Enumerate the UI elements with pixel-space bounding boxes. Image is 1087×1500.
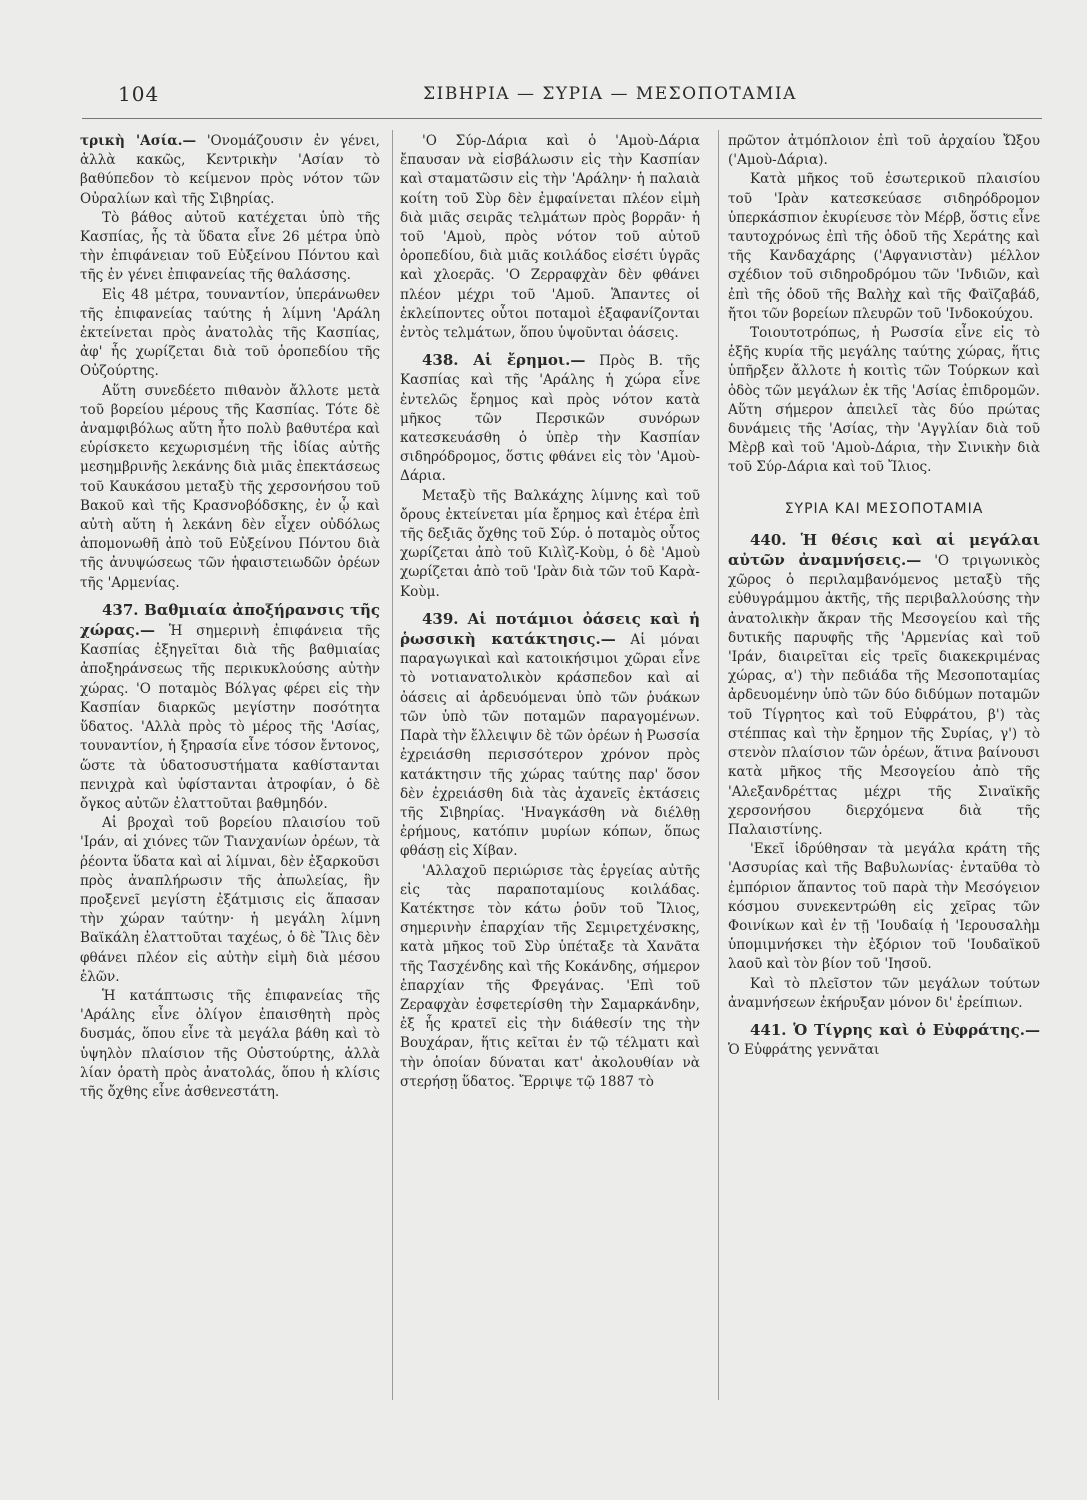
paragraph-text: Ὁ Εὐφράτης γεννᾶται <box>728 1042 880 1059</box>
paragraph: Τὸ βάθος αὐτοῦ κατέχεται ὑπὸ τῆς Κασπίας, ἧς τὰ ὕδατα εἶνε 26 μέτρα ὑπὸ τὴν ἐπιφάνειαν τοῦ Εὐξείνου Πόντου καὶ τῆς ἐν γένει ἐπιφανείας τῆς θαλάσσης. <box>80 209 380 284</box>
paragraph: 'Ο Σύρ-Δάρια καὶ ὁ 'Αμοὺ-Δάρια ἔπαυσαν νὰ εἰσβάλωσιν εἰς τὴν Κασπίαν καὶ σταματῶσιν εἰς τὴν 'Αράλην· ἡ παλαιὰ κοίτη τοῦ Σὺρ δὲν ἐμφαίνεται πλέον εἰμὴ διὰ μιᾶς σειρᾶς τελμάτων πρὸς βορρᾶν· ἡ τοῦ 'Αμοὺ, πρὸς νότον τοῦ αὐτοῦ ὀροπεδίου, διὰ μιᾶς κοιλάδος εἰσέτι ὑγρᾶς καὶ χλοερᾶς. 'Ο Ζερραφχὰν δὲν φθάνει πλέον μέχρι τοῦ 'Αμοῦ. Ἅπαντες οἱ ἐκλείποντες οὗτοι ποταμοὶ ἐξαφανίζονται ἐντὸς τελμάτων, ὅπου ὑψοῦνται ὀάσεις. <box>400 133 700 342</box>
paragraph: Αὕτη συνεδέετο πιθανὸν ἄλλοτε μετὰ τοῦ βορείου μέρους τῆς Κασπίας. Τότε δὲ ἀναμφιβόλως αὕτη ἦτο πολὺ βαθυτέρα καὶ εὑρίσκετο κεχωρισμένη τῆς ἰδίας αὐτῆς μεσημβρινῆς λεκάνης διὰ μιᾶς ἐπεκτάσεως τοῦ Καυκάσου μεταξὺ τῆς χερσονήσου τοῦ Βακοῦ καὶ τῆς Κρασνοβόδσκης, ἐν ᾧ καὶ αὐτὴ αὕτη ἡ λεκάνη δὲν εἶχεν οὐδόλως ἀπομονωθῆ ἀπὸ τοῦ Εὐξείνου Πόντου διὰ τῆς ἀνυψώσεως τῶν ἡφαιστειωδῶν ὀρέων τῆς 'Αρμενίας. <box>80 382 380 591</box>
section-439 <box>400 610 700 862</box>
paragraph: Αἱ βροχαὶ τοῦ βορείου πλαισίου τοῦ 'Ιράν, αἱ χιόνες τῶν Τιανχανίων ὀρέων, τὰ ῥέοντα ὕδατα καὶ αἱ λίμναι, δὲν ἐξαρκοῦσι πρὸς ἀναπλήρωσιν τῆς ἀπωλείας, ἣν προξενεῖ μεγίστη ἐξάτμισις εἰς ἅπασαν τὴν χώραν ταύτην· ἡ μεγάλη λίμνη Βαϊκάλη ἐλαττοῦται ταχέως, ὁ δὲ Ἴλις δὲν φθάνει πλέον εἰς αὐτὴν εἰμὴ διὰ μέσου ἑλῶν. <box>80 815 380 985</box>
column-divider <box>392 130 393 1400</box>
running-title: ΣΙΒΗΡΙΑ — ΣΥΡΙΑ — ΜΕΣΟΠΟΤΑΜΙΑ <box>423 84 797 104</box>
paragraph <box>80 132 380 209</box>
section-heading: 437. Βαθμιαία ἀποξήρανσις τῆς χώρας.— <box>80 600 380 640</box>
paragraph: Κατὰ μῆκος τοῦ ἐσωτερικοῦ πλαισίου τοῦ 'Ιρὰν κατεσκεύασε σιδηρόδρομον ὑπερκάσπιον ἐκυρίευσε τὸν Μέρβ, ὅστις εἶνε ταυτοχρόνως ἐπὶ τῆς ὁδοῦ τῆς Χεράτης καὶ τῆς Κανδαχάρης ('Αφγανιστὰν) μέλλον σχέδιον τοῦ σιδηροδρόμου τῶν 'Ινδιῶν, καὶ ἐπὶ τῆς ὁδοῦ τῆς Βαλὴχ καὶ τῆς Φαϊζαβάδ, ἤτοι τῶν βορείων πλευρῶν τοῦ 'Ινδοκούχου. <box>728 171 1040 322</box>
paragraph: 'Αλλαχοῦ περιώρισε τὰς ἐργείας αὐτῆς εἰς τὰς παραποταμίους κοιλάδας. Κατέκτησε τὸν κάτω ῥοῦν τοῦ Ἴλιος, σημερινὴν ἐπαρχίαν τῆς Σεμιρετχένσκης, κατὰ μῆκος τοῦ Σὺρ ὑπέταξε τὰ Χανᾶτα τῆς Τασχένδης καὶ τῆς Κοκάνδης, σήμερον ἐπαρχίαν τῆς Φρεγάνας. 'Επὶ τοῦ Ζεραφχὰν ἐσφετερίσθη τὴν Σαμαρκάνδην, ἐξ ἧς κρατεῖ εἰς τὴν διάθεσίν της τὴν Βουχάραν, ἥτις κεῖται ἐν τῷ τέλματι καὶ τὴν ὁποίαν δύναται κατ' ἀκολουθίαν νὰ στερήσῃ ὕδατος. Ἔρριψε τῷ 1887 τὸ <box>400 862 700 1090</box>
text-column-3 <box>728 132 1040 1402</box>
text-column-2 <box>400 132 700 1402</box>
paragraph: Καὶ τὸ πλεῖστον τῶν μεγάλων τούτων ἀναμνήσεων ἐκήρυξαν μόνον δι' ἐρείπιων. <box>728 975 1040 1011</box>
paragraph-text: 'Ονομάζουσιν ἐν γένει, ἀλλὰ κακῶς, Κεντρικὴν 'Ασίαν τὸ βαθύπεδον τὸ κείμενον πρὸς νότον τῶν Οὐραλίων καὶ τῆς Σιβηρίας. <box>80 133 380 207</box>
section-heading: 440. Ἡ θέσις καὶ αἱ μεγάλαι αὐτῶν ἀναμνήσεις.— <box>728 530 1040 570</box>
paragraph-text: Πρὸς Β. τῆς Κασπίας καὶ τῆς 'Αράλης ἡ χώρα εἶνε ἐντελῶς ἔρημος καὶ πρὸς νότον κατὰ μῆκος τῶν Περσικῶν συνόρων κατεσκευάσθη ὁ ὑπὲρ τὴν Κασπίαν σιδηρόδρομος, ὅστις φθάνει εἰς τὸν 'Αμοὺ-Δάρια. <box>400 353 700 485</box>
section-441 <box>728 1021 1040 1060</box>
paragraph: 'Εκεῖ ἱδρύθησαν τὰ μεγάλα κράτη τῆς 'Ασσυρίας καὶ τῆς Βαβυλωνίας· ἐνταῦθα τὸ ἐμπόριον ἅπαντος τοῦ παρὰ τὴν Μεσόγειον κόσμου συνεκεντρώθη εἰς χεῖρας τῶν Φοινίκων καὶ ἐν τῇ 'Ιουδαίᾳ ἡ 'Ιερουσαλὴμ ὑπομιμνήσκει τὴν ἐξόριον τοῦ 'Ιουδαϊκοῦ λαοῦ καὶ τὸν βίον τοῦ 'Ιησοῦ. <box>728 841 1040 973</box>
term-heading: τρικὴ 'Ασία.— <box>80 133 197 149</box>
paragraph-text: Αἱ μόναι παραγωγικαὶ καὶ κατοικήσιμοι χῶραι εἶνε τὸ νοτιανατολικὸν κράσπεδον καὶ αἱ ὀάσεις αἱ ἀρδευόμεναι ὑπὸ τῶν ῥυάκων τῶν ὑπὸ τῶν ποταμῶν παραγομένων. Παρὰ τὴν ἔλλειψιν δὲ τῶν ὀρέων ἡ Ρωσσία ἐχρειάσθη περισσότερον χρόνον πρὸς κατάκτησιν τῆς χώρας ταύτης παρ' ὅσον δὲν ἐχρειάσθη διὰ τὰς ἀχανεῖς ἐκτάσεις τῆς Σιβηρίας. 'Ηναγκάσθη νὰ διέλθῃ ἐρήμους, κατόπιν μυρίων κόπων, ὅπως φθάσῃ εἰς Χίβαν. <box>400 632 700 860</box>
section-heading: 438. Αἱ ἔρημοι.— <box>422 351 586 370</box>
section-heading: 439. Αἱ ποτάμιοι ὀάσεις καὶ ἡ ῥωσσικὴ κατάκτησις.— <box>400 609 700 649</box>
section-heading: 441. Ὁ Τίγρης καὶ ὁ Εὐφράτης.— <box>750 1020 1040 1039</box>
section-437 <box>80 601 380 814</box>
section-440 <box>728 531 1040 840</box>
paragraph-text: 'Ο τριγωνικὸς χῶρος ὁ περιλαμβανόμενος μεταξὺ τῆς εὐθυγράμμου ἀκτῆς, τῆς περιβαλλούσης τὴν ἀνατολικὴν ἄκραν τῆς Μεσογείου καὶ τῆς δυτικῆς παρυφῆς τῆς 'Αρμενίας καὶ τοῦ 'Ιράν, διαιρεῖται εἰς τρεῖς διακεκριμένας χώρας, α') τὴν πεδιάδα τῆς Μεσοποταμίας ἀρδευομένην ὑπὸ τῶν δύο διδύμων ποταμῶν τοῦ Τίγρητος καὶ τοῦ Εὐφράτου, β') τὰς στέππας καὶ τὴν ἔρημον τῆς Συρίας, γ') τὸ στενὸν πλαίσιον τῶν ὀρέων, ἅτινα βαίνουσι κατὰ μῆκος τῆς Μεσογείου ἀπὸ τῆς 'Αλεξανδρέττας μέχρι τῆς Σιναϊκῆς χερσονήσου διερχόμενα διὰ τῆς Παλαιστίνης. <box>728 553 1040 838</box>
header-rule <box>82 118 1042 119</box>
paragraph: Μεταξὺ τῆς Βαλκάχης λίμνης καὶ τοῦ ὄρους ἐκτείνεται μία ἔρημος καὶ ἑτέρα ἐπὶ τῆς δεξιᾶς ὄχθης τοῦ Σύρ. ὁ ποταμὸς οὗτος χωρίζεται ἀπὸ τοῦ Κιλὶζ-Κοὺμ, ὁ δὲ 'Αμοὺ χωρίζεται ἀπὸ τοῦ 'Ιρὰν διὰ τῶν τοῦ Καρὰ-Κοὺμ. <box>400 487 700 600</box>
chapter-title: ΣΥΡΙΑ ΚΑΙ ΜΕΣΟΠΟΤΑΜΙΑ <box>784 500 984 517</box>
section-438 <box>400 351 700 486</box>
column-divider <box>718 130 719 1400</box>
paragraph: πρῶτον ἀτμόπλοιον ἐπὶ τοῦ ἀρχαίου Ὤξου ('Αμοὺ-Δάρια). <box>728 133 1040 169</box>
paragraph: Ἡ κατάπτωσις τῆς ἐπιφανείας τῆς 'Αράλης εἶνε ὀλίγον ἐπαισθητὴ πρὸς δυσμάς, ὅπου εἶνε τὰ μεγάλα βάθη καὶ τὸ ὑψηλὸν πλαίσιον τῆς Οὐστούρτης, ἀλλὰ λίαν ὁρατὴ πρὸς ἀνατολάς, ὅπου ἡ κλίσις τῆς ὄχθης εἶνε ἀσθενεστάτη. <box>80 987 380 1100</box>
page-header <box>80 82 1040 118</box>
paragraph: Τοιουτοτρόπως, ἡ Ρωσσία εἶνε εἰς τὸ ἑξῆς κυρία τῆς μεγάλης ταύτης χώρας, ἥτις ὑπῆρξεν ἄλλοτε ἡ κοιτὶς τῶν Τούρκων καὶ ὁδὸς τῶν μεγάλων ἐκ τῆς 'Ασίας ἐπιδρομῶν. Αὕτη σήμερον ἀπειλεῖ τὰς δύο πρώτας δυνάμεις τῆς 'Ασίας, τὴν 'Αγγλίαν διὰ τοῦ Μὲρβ καὶ τοῦ 'Αμοὺ-Δάρια, τὴν Σινικὴν διὰ τοῦ Σύρ-Δάρια καὶ τοῦ Ἴλιος. <box>728 325 1040 476</box>
paragraph: Εἰς 48 μέτρα, τουναντίον, ὑπεράνωθεν τῆς ἐπιφανείας ταύτης ἡ λίμνη 'Αράλη ἐκτείνεται πρὸς ἀνατολὰς τῆς Κασπίας, ἀφ' ἧς χωρίζεται διὰ τοῦ ὀροπεδίου τῆς Οὐζούρτης. <box>80 286 380 380</box>
page-number: 104 <box>118 82 160 106</box>
text-column-1 <box>80 132 380 1402</box>
paragraph-text: Ἡ σημερινὴ ἐπιφάνεια τῆς Κασπίας ἐξηγεῖται διὰ τῆς βαθμιαίας ἀποξηράνσεως τῆς περικυκλούσης αὐτὴν χώρας. 'Ο ποταμὸς Βόλγας φέρει εἰς τὴν Κασπίαν διαρκῶς μεγίστην ποσότητα ὕδατος. 'Αλλὰ πρὸς τὸ μέρος τῆς 'Ασίας, τουναντίον, ἡ ξηρασία εἶνε τόσον ἔντονος, ὥστε τὰ ὑδατοσυστήματα καθίστανται πενιχρὰ καὶ ὑφίστανται ἀτροφίαν, ὁ δὲ ὄγκος αὐτῶν ἐλαττοῦται βαθμηδόν. <box>80 623 380 812</box>
